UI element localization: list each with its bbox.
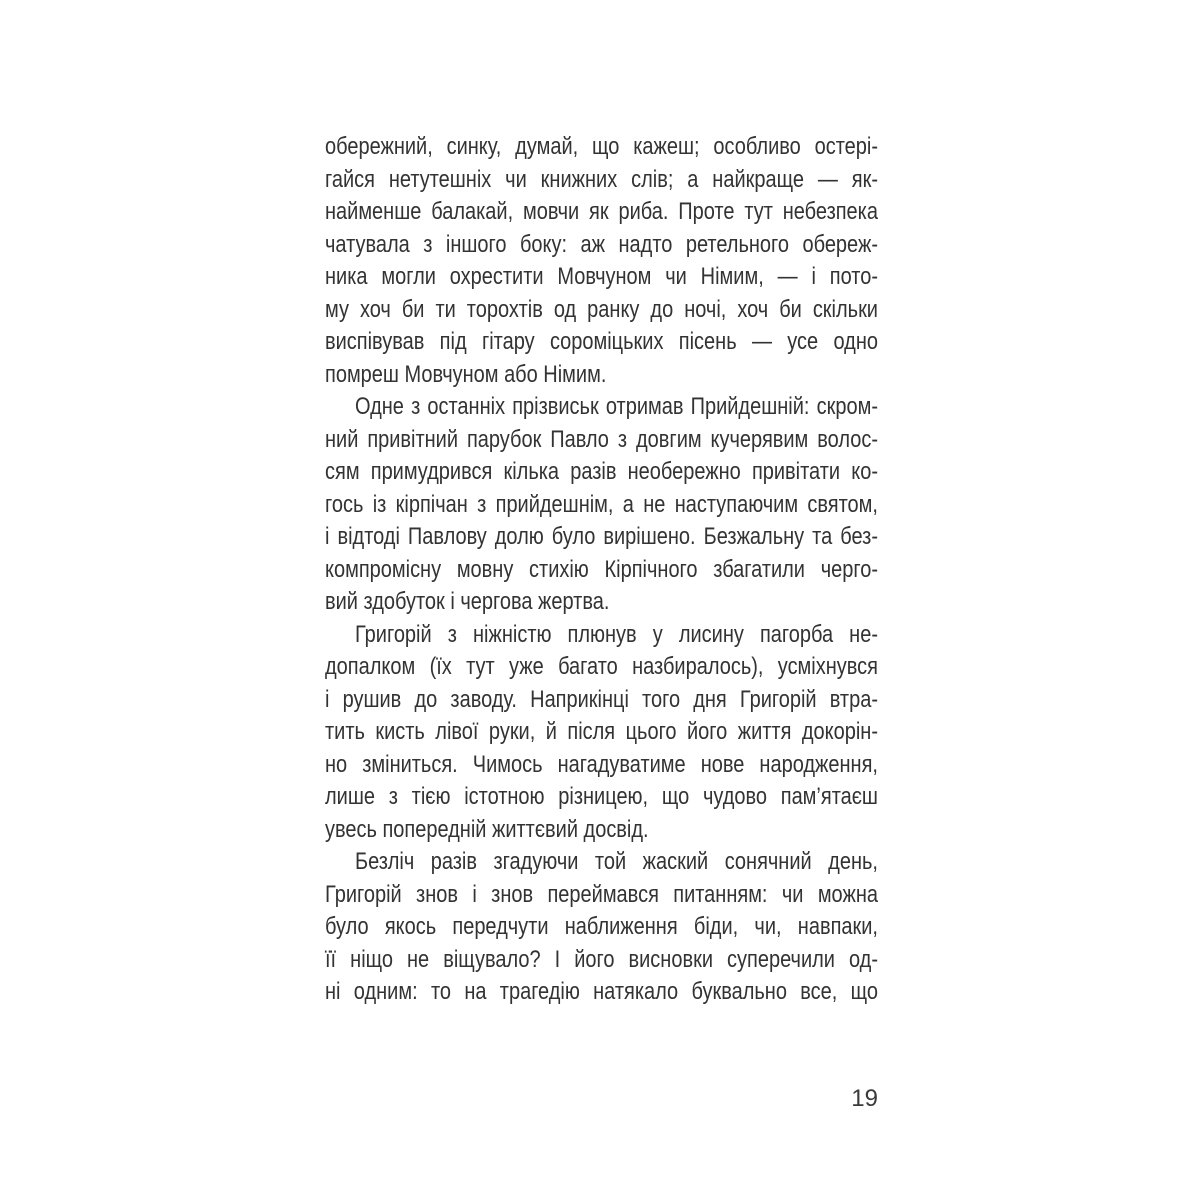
body-text [325,131,878,1009]
text-line: обережний, синку, думай, що кажеш; особливо остері- [325,133,878,160]
text-line: гайся нетутешніх чи книжних слів; а найкраще — як- [325,165,878,193]
text-line: чатувала з іншого боку: аж надто ретельного обереж- [325,230,878,258]
text-line: Григорій з ніжністю плюнув у лисину пагорба не- [354,620,878,648]
paragraph [325,846,878,1009]
text-line: її ніщо не віщувало? І його висновки суперечили од- [325,945,878,973]
text-line: сям примудрився кілька разів необережно привітати ко- [325,458,878,485]
text-line: виспівував під гітару сороміцьких пісень — усе одно [325,328,878,355]
paragraph [325,131,878,391]
text-line: Одне з останніх прізвиськ отримав Прийдешній: скром- [354,393,878,420]
text-line: гось із кірпічан з прийдешнім, а не наступаючим святом, [325,490,878,518]
paragraph [325,619,878,847]
text-line: допалком (їх тут уже багато назбиралось), усміхнувся [325,653,878,680]
text-line: но зміниться. Чимось нагадуватиме нове народження, [325,750,878,778]
text-line: ника могли охрестити Мовчуном чи Німим, — і пото- [325,263,878,290]
text-line: Григорій знов і знов переймався питанням: чи можна [325,880,878,908]
text-line: помреш Мовчуном або Німим. [325,360,607,388]
text-line: компромісну мовну стихію Кірпічного збагатили черго- [325,555,878,583]
text-line: було якось передчути наближення біди, чи, навпаки, [325,913,878,940]
paragraph [325,391,878,619]
text-line: вий здобуток і чергова жертва. [325,588,610,615]
text-line: і відтоді Павлову долю було вирішено. Безжальну та без- [325,523,878,550]
text-line: ні одним: то на трагедію натякало буквально все, що [325,978,878,1005]
text-line: тить кисть лівої руки, й після цього його життя докорін- [325,718,878,745]
text-line: увесь попередній життєвий досвід. [325,815,649,843]
text-line: і рушив до заводу. Наприкінці того дня Григорій втра- [325,685,878,713]
page-number: 19 [851,1085,878,1112]
text-line: му хоч би ти торохтів од ранку до ночі, хоч би скільки [325,295,878,323]
text-line: Безліч разів згадуючи той жаский сонячний день, [354,848,878,875]
text-line: найменше балакай, мовчи як риба. Проте тут небезпека [325,198,878,225]
text-line: ний привітний парубок Павло з довгим кучерявим волос- [325,425,878,453]
text-line: лише з тією істотною різницею, що чудово пам’ятаєш [325,783,878,810]
